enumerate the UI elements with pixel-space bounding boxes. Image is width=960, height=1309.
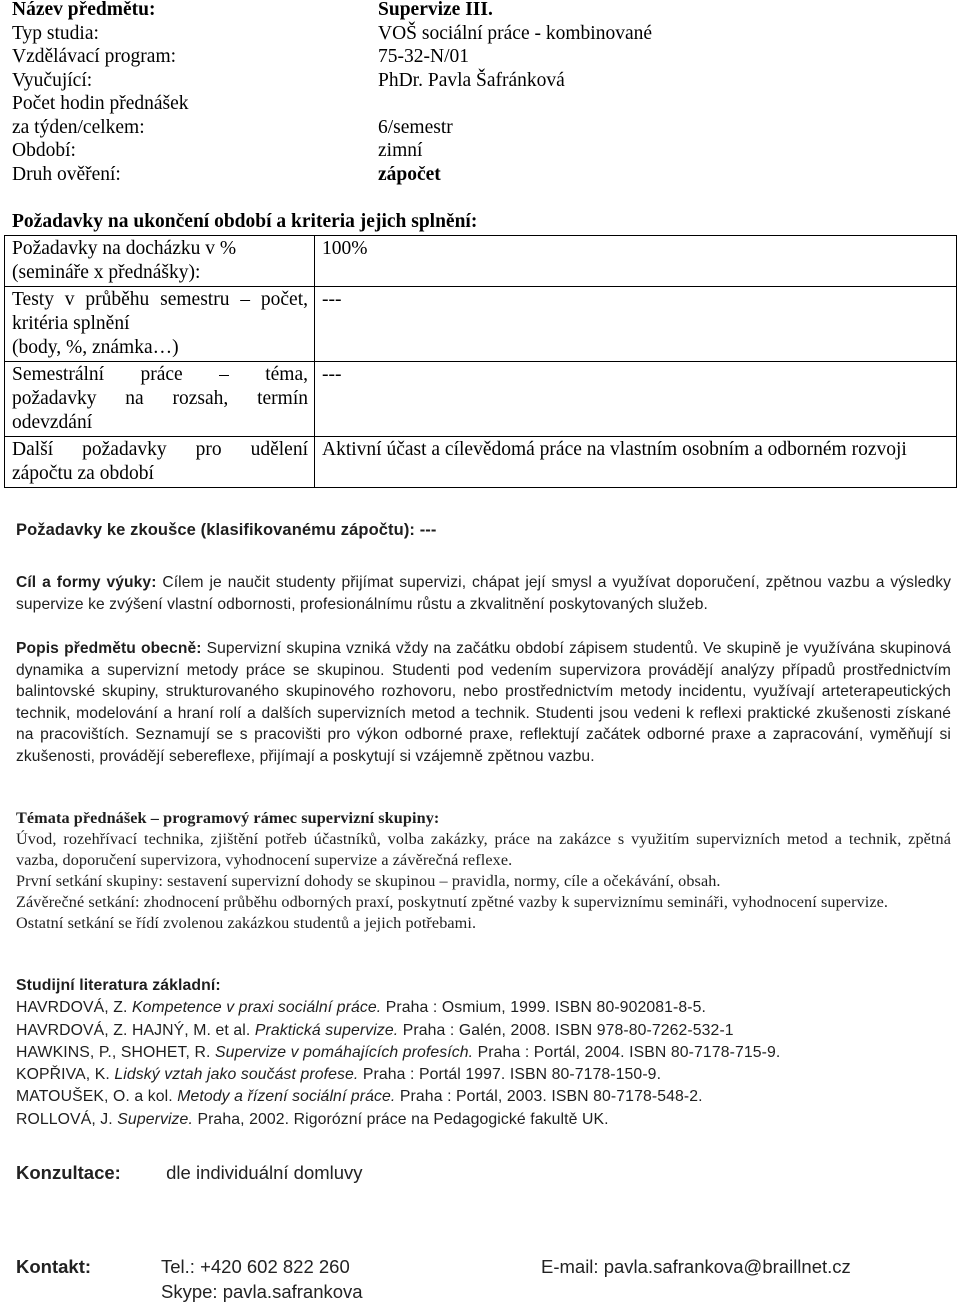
goal-heading: Cíl a formy výuky: [16,574,157,591]
literature-rest: Praha : Portál 1997. ISBN 80-7178-150-9. [362,1066,662,1084]
program-label: Vzdělávací program: [12,46,177,67]
period-value: zimní [378,140,423,161]
requirement-label-line: požadavky na rozsah, termín [12,388,308,409]
literature-item [16,997,951,1019]
period-row [12,139,952,163]
contact-phone: Tel.: +420 602 822 260 [161,1256,350,1277]
requirement-label-line: (body, %, známka…) [12,337,179,358]
literature-title: Lidský vztah jako součást profese. [114,1066,359,1084]
literature-item [16,1086,951,1108]
verification-row [12,163,952,187]
literature-author: HAVRDOVÁ, Z. HAJNÝ, M. et al. [16,1021,251,1039]
course-info [12,0,952,186]
literature-rest: Praha, 2002. Rigorózní práce na Pedagogické fakultě UK. [197,1110,609,1128]
topic-item: Závěrečné setkání: zhodnocení průběhu odborných praxí, poskytnutí zpětné vazby k superviznímu semináři, vyhodnocení supervize. [16,893,889,911]
requirement-label-line: Testy v průběhu semestru – počet, [12,289,308,310]
study-type-row [12,22,952,46]
table-row [5,437,957,488]
requirement-value-cell: Aktivní účast a cílevědomá práce na vlastním osobním a odborném rozvoji [315,437,957,488]
requirement-label-line: Semestrální práce – téma, [12,364,308,385]
goal-section [16,572,951,615]
literature-item [16,1020,951,1042]
description-heading: Popis předmětu obecně: [16,640,202,657]
hours-label-2: za týden/celkem: [12,116,145,138]
verification-value: zápočet [378,163,441,185]
teacher-label: Vyučující: [12,69,93,91]
literature-author: ROLLOVÁ, J. [16,1110,113,1128]
requirement-label-line: kritéria splnění [12,313,130,334]
requirement-label-line: (semináře x přednášky): [12,262,201,283]
literature-title: Supervize v pomáhajících profesích. [215,1043,474,1061]
topics-heading: Témata přednášek – programový rámec supervizní skupiny: [16,809,440,827]
consultation-section [16,1162,363,1184]
literature-rest: Praha : Osmium, 1999. ISBN 80-902081-8-5. [385,999,706,1017]
literature-author: HAWKINS, P., SHOHET, R. [16,1043,211,1061]
requirement-label-cell [5,287,315,362]
description-section [16,638,951,767]
requirement-label-line: zápočtu za období [12,463,154,484]
subject-label: Název předmětu: [12,0,156,20]
program-row [12,45,952,69]
hours-value: 6/semestr [378,116,453,138]
consultation-label: Konzultace: [16,1162,121,1183]
requirements-title: Požadavky na ukončení období a kriteria jejich splnění: [12,211,478,232]
literature-author: KOPŘIVA, K. [16,1066,110,1084]
literature-title: Praktická supervize. [254,1021,399,1039]
exam-section [16,520,951,542]
topic-item: Úvod, rozehřívací technika, zjištění potřeb účastníků, volba zakázky, práce na zakázce s využitím supervizních metod a technik, zpětná vazba, doporučení supervizora, vyhodnocení supervize a závěrečná reflexe. [16,830,951,869]
topic-item: První setkání skupiny: sestavení supervizní dohody se skupinou – pravidla, normy, cíle a očekávání, obsah. [16,872,721,890]
literature-item [16,1064,951,1086]
literature-rest: Praha : Galén, 2008. ISBN 978-80-7262-532-1 [402,1021,734,1039]
requirement-label-cell [5,236,315,287]
table-row [5,236,957,287]
hours-row-2 [12,116,952,140]
study-type-value: VOŠ sociální práce - kombinované [378,22,653,44]
teacher-row [12,69,952,93]
description-text: Supervizní skupina vzniká vždy na začátku období zápisem studentů. Ve skupině je využívána skupinová dynamika a supervizní metody práce se skupinou. Studenti pod vedením supervizora provádějí analýzy případů prostřednictvím balintovské skupiny, strukturovaného skupinového rozhovoru, nebo prostřednictvím metody incidentu, využívají arteterapeutických technik, modelování a hraní rolí a dalších supervizních metod a technik. Studenti jsou vedeni k reflexi praktické zkušenosti získané na pracovištích. Seznamují se s pracovišti pro výkon odborné praxe, reflektují začátek odborné praxe a zapracování, vyměňují si zkušenosti, provádějí sebereflexe, přijímají a poskytují si vzájemně zpětnou vazbu. [16,640,951,765]
requirement-label-cell [5,437,315,488]
literature-author: MATOUŠEK, O. a kol. [16,1088,173,1106]
exam-value: --- [419,521,437,539]
verification-label: Druh ověření: [12,163,121,185]
literature-section [16,975,951,1131]
program-value: 75-32-N/01 [378,46,469,67]
contact-label: Kontakt: [16,1256,92,1277]
literature-rest: Praha : Portál, 2004. ISBN 80-7178-715-9. [477,1043,781,1061]
topic-item: Ostatní setkání se řídí zvolenou zakázkou studentů a jejich potřebami. [16,914,477,932]
topics-section [16,808,951,934]
hours-row-1 [12,92,952,116]
contact-section [16,1256,946,1303]
contact-email: E-mail: pavla.safrankova@braillnet.cz [541,1256,851,1277]
subject-row [12,0,952,22]
literature-title: Metody a řízení sociální práce. [177,1088,396,1106]
goal-text: Cílem je naučit studenty přijímat supervizi, chápat její smysl a využívat doporučení, zpětnou vazbu a výsledky supervize ke zvýšení vlastní odbornosti, profesionálnímu růstu a zkvalitnění poskytovaných služeb. [16,574,951,613]
requirement-label-line: Další požadavky pro udělení [12,439,308,460]
requirement-label-line: odevzdání [12,412,93,433]
requirement-label-cell [5,362,315,437]
literature-item [16,1042,951,1064]
literature-item [16,1109,951,1131]
requirement-value-cell: --- [315,362,957,437]
exam-heading: Požadavky ke zkoušce (klasifikovanému zápočtu): [16,521,416,539]
period-label: Období: [12,140,76,161]
literature-title: Supervize. [117,1110,193,1128]
subject-value: Supervize III. [378,0,493,20]
table-row [5,362,957,437]
literature-heading: Studijní literatura základní: [16,977,221,994]
teacher-value: PhDr. Pavla Šafránková [378,69,565,91]
requirement-value-cell: --- [315,287,957,362]
literature-title: Kompetence v praxi sociální práce. [132,999,382,1017]
hours-label-1: Počet hodin přednášek [12,93,189,114]
literature-rest: Praha : Portál, 2003. ISBN 80-7178-548-2. [399,1088,703,1106]
requirement-label-line: Požadavky na docházku v % [12,238,237,259]
consultation-value: dle individuální domluvy [166,1162,363,1183]
contact-skype: Skype: pavla.safrankova [161,1281,363,1302]
table-row [5,287,957,362]
requirement-value-cell: 100% [315,236,957,287]
requirements-table [4,235,957,488]
literature-author: HAVRDOVÁ, Z. [16,999,128,1017]
study-type-label: Typ studia: [12,22,99,44]
